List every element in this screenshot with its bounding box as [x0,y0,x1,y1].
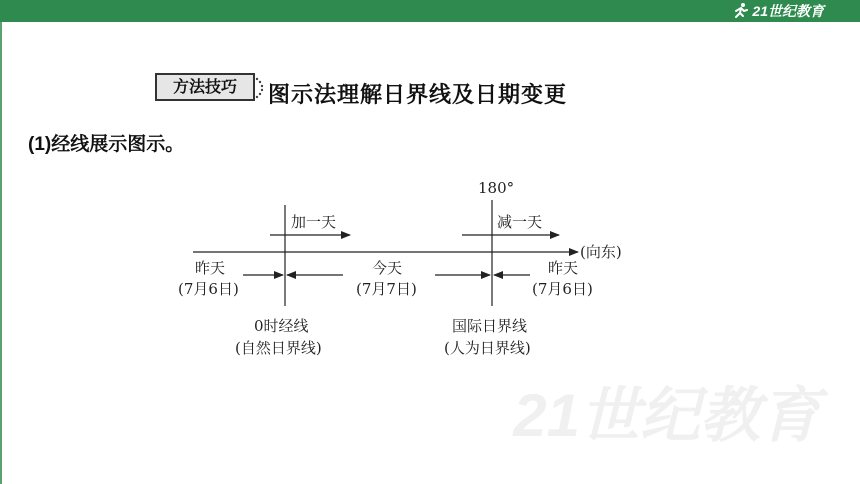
section-heading: 图示法理解日界线及日期变更 [268,83,568,108]
watermark-logo: 21世纪教育 [513,382,820,449]
label-right-date: (7月6日) [532,280,593,298]
label-180: 180° [478,179,515,197]
subtitle-text: 经线展示图示。 [51,133,185,155]
label-direction: (向东) [580,243,622,261]
logo-text: 21世纪教育 [752,3,824,19]
label-zero-line-note: (自然日界线) [235,339,322,357]
label-zero-line: 0时经线 [254,317,309,335]
label-add-day: 加一天 [291,213,337,231]
label-mid-day: 今天 [372,259,403,277]
label-idl-note: (人为日界线) [444,339,531,357]
method-badge: 方法技巧 [155,73,255,101]
label-subtract-day: 减一天 [497,213,543,231]
label-right-day: 昨天 [548,259,579,277]
label-idl: 国际日界线 [452,317,528,335]
subtitle-number: (1) [28,134,52,155]
label-left-day: 昨天 [195,259,226,277]
label-left-date: (7月6日) [178,280,239,298]
label-mid-date: (7月7日) [356,280,417,298]
